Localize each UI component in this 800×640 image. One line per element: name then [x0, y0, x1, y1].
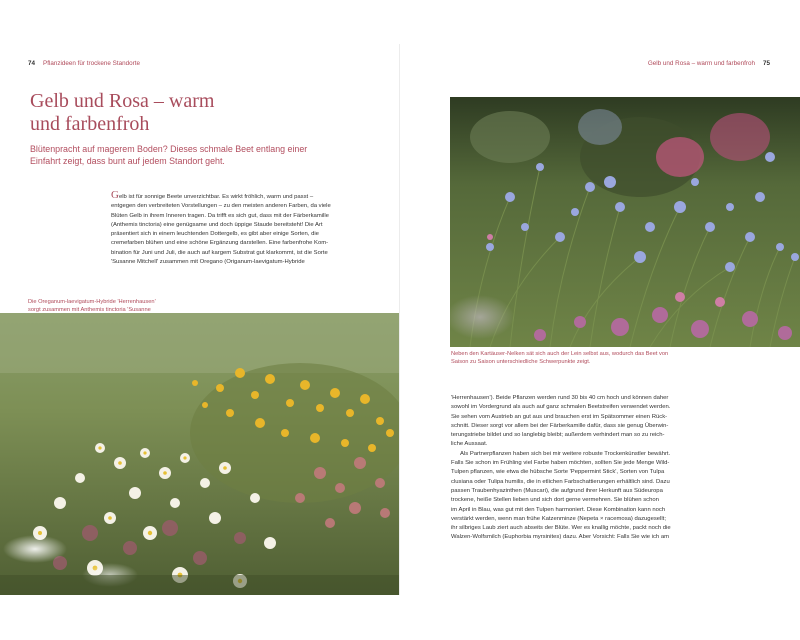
left-running-title: Pflanzideen für trockene Standorte	[43, 60, 140, 67]
drop-cap: G	[111, 189, 119, 201]
caption-line: Die Oreganum-laevigatum-Hybride 'Herrenhausen'	[28, 299, 156, 305]
body-line: Falls Sie schon im Frühling viel Farbe haben möchten, sollten Sie jede Menge Wild-	[451, 460, 670, 467]
right-garden-photo	[450, 97, 800, 347]
body-line: präsentiert sich in einem leuchtenden Dottergelb, es gibt aber einige Sorten, die	[111, 231, 319, 238]
body-line: entgegen den verbreiteten Vorstellungen – zu den meisten anderen Farben, da viele	[111, 203, 331, 210]
left-body-text	[111, 191, 361, 267]
body-line: (Anthemis tinctoria) eine genügsame und doch üppige Staude bereitsteht! Die Art	[111, 221, 323, 228]
left-page-number: 74	[28, 60, 36, 67]
body-line: passen Traubenhyazinthen (Muscari), die aufgrund ihrer Herkunft aus Südeuropa	[451, 487, 663, 494]
headline-line: Gelb und Rosa – warm	[30, 90, 215, 112]
body-line: cremefarben blühen und eine schöne Ergänzung darstellen. Eine farbenfrohe Kom-	[111, 240, 329, 247]
headline-line: und farbenfroh	[30, 113, 150, 135]
body-line: Als Partnerpflanzen haben sich bei mir weitere robuste Trockenkünstler bewährt.	[460, 450, 671, 457]
intro-text	[30, 144, 350, 167]
body-line: 'Susanne Mitchell' zusammen mit Oregano (Origanum-laevigatum-Hybride	[111, 259, 305, 266]
body-line: verstärkt werden, wenn man frühe Katzenminze (Nepeta × racemosa) dazugesellt;	[451, 515, 666, 522]
body-line-text: elb ist für sonnige Beete unverzichtbar. Es wirkt fröhlich, warm und passt –	[118, 194, 314, 200]
left-running-head	[28, 60, 140, 67]
page-headline	[30, 90, 330, 136]
flax-meadow-illustration	[450, 97, 800, 347]
caption-line: sorgt zusammen mit Anthemis tinctoria 'Susanne	[28, 306, 151, 313]
caption-line: Saison zu Saison unterschiedliche Schwerpunkte zeigt.	[451, 358, 591, 365]
body-line: terungstriebe bildet und so langlebig bleibt; außerdem verhindert man so zu reich-	[451, 432, 665, 439]
right-body-text	[451, 394, 751, 543]
body-line: Sie sehen vom Austrieb an gut aus und brauchen erst im Spätsommer einen Rück-	[451, 413, 668, 420]
left-garden-photo	[0, 313, 400, 595]
garden-bed-illustration	[0, 313, 400, 595]
right-photo-caption	[451, 351, 761, 367]
caption-line: Neben den Kartäuser-Nelken sät sich auch der Lein selbst aus, wodurch das Beet von	[451, 351, 669, 357]
right-page	[400, 44, 800, 595]
body-line: trockene, heiße Stellen lieben und sich dort gerne vermehren. Sie blühen schon	[451, 497, 659, 504]
intro-line: Blütenpracht auf magerem Boden? Dieses schmale Beet entlang einer	[30, 144, 308, 154]
body-line: bination für Juni und Juli, die auch auf kargem Substrat gut klarkommt, ist die Sorte	[111, 249, 328, 256]
body-line: clusiana oder Tulipa humilis, die in etlichen Farbschattierungen erhältlich sind. Dazu	[451, 478, 670, 485]
body-line: ihr silbriges Laub ziert auch abseits der Blüte. Wer es knallig möchte, packt noch die	[451, 525, 671, 532]
body-line: liche Aussaat.	[451, 441, 488, 448]
body-line: Walzen-Wolfsmilch (Euphorbia myrsinites) dazu. Aber Vorsicht: Falls Sie wie ich am	[451, 534, 670, 541]
body-line: im April in Blau, was gut mit den Tulpen harmoniert. Diese Kombination kann noch	[451, 506, 666, 513]
left-page	[0, 44, 400, 595]
intro-line: Einfahrt zeigt, dass bunt auf jedem Standort geht.	[30, 155, 225, 166]
body-line: 'Herrenhausen'). Beide Pflanzen werden rund 30 bis 40 cm hoch und können daher	[451, 395, 669, 401]
right-running-title: Gelb und Rosa – warm und farbenfroh	[647, 60, 755, 67]
body-line: schnitt. Dieser sorgt vor allem bei der Färberkamille dafür, dass sie genug Überwin-	[451, 422, 669, 429]
right-running-head	[648, 60, 770, 67]
body-line: sowohl im Vordergrund als auch auf ganz schmalen Beetstreifen verwendet werden.	[451, 404, 671, 411]
body-line	[111, 191, 361, 202]
body-line: Blüten Gelb in ihrem Inneren tragen. Da trifft es sich gut, dass mit der Färberkamille	[111, 212, 329, 219]
right-page-number: 75	[762, 60, 770, 67]
body-line: Tulpen pflanzen, wie etwa die hübsche Sorte 'Peppermint Stick', Sorten von Tulpa	[451, 469, 665, 476]
